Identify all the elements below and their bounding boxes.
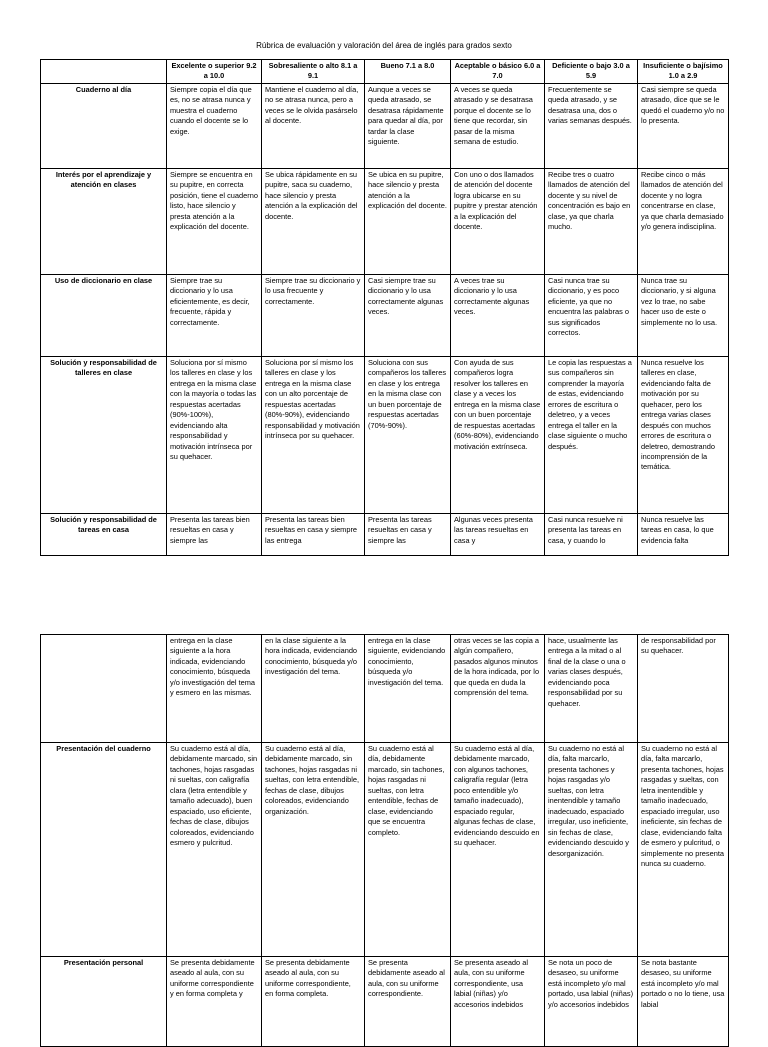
table-cell: Presenta las tareas bien resueltas en casa y siempre las bbox=[167, 513, 262, 555]
table-cell: Soluciona con sus compañeros los talleres en clase y los entrega en la misma clase con un buen porcentaje de respuestas acertadas (70%-90%). bbox=[365, 356, 451, 513]
table-cell: Su cuaderno no está al día, falta marcarlo, presenta tachones, hojas rasgadas y sueltas, con letra inentendible y tamaño inadecuado, espaciado irregular, uso ineficiente, sin fechas de clase, evidenciando falta de esmero y pulcritud, o simplemente no presenta nunca su cuaderno. bbox=[638, 743, 729, 957]
table-cell: Se presenta aseado al aula, con su uniforme correspondiente, usa labial (niñas) y/o accesorios indebidos bbox=[451, 957, 545, 1047]
criterion-cell bbox=[41, 635, 167, 743]
table-cell: otras veces se las copia a algún compañero, pasados algunos minutos de la hora indicada, por lo que queda en duda la comprensión del tema. bbox=[451, 635, 545, 743]
table-row bbox=[41, 513, 729, 555]
table-cell: Siempre se encuentra en su pupitre, en correcta posición, tiene el cuaderno listo, hace silencio y presta atención a la explicación del docente. bbox=[167, 168, 262, 274]
rubric-table-part-1 bbox=[40, 59, 729, 556]
table-cell: Nunca resuelve los talleres en clase, evidenciando falta de motivación por su quehacer, pero los entrega varias clases después con muchos errores de escritura o deletreo, demostrando incomprensión de la temática. bbox=[638, 356, 729, 513]
table-cell: Se presenta debidamente aseado al aula, con su uniforme correspondiente. bbox=[365, 957, 451, 1047]
criterion-cell: Presentación del cuaderno bbox=[41, 743, 167, 957]
criterion-cell: Solución y responsabilidad de talleres en clase bbox=[41, 356, 167, 513]
table-cell: Se nota un poco de desaseo, su uniforme está incompleto y/o mal portado, usa labial (niñas) y/o accesorios indebidos bbox=[545, 957, 638, 1047]
table-cell: Siempre trae su diccionario y lo usa eficientemente, es decir, frecuente, rápida y correctamente. bbox=[167, 274, 262, 356]
table-row bbox=[41, 83, 729, 168]
header-insuficiente: Insuficiente o bajísimo 1.0 a 2.9 bbox=[638, 60, 729, 84]
table-cell: Soluciona por sí mismo los talleres en clase y los entrega en la misma clase con la mayoría o todas las respuestas acertadas (90%-100%), evidenciando alta responsabilidad y motivación intrínseca por su quehacer. bbox=[167, 356, 262, 513]
table-row bbox=[41, 635, 729, 743]
table-cell: Mantiene el cuaderno al día, no se atrasa nunca, pero a veces se le olvida pasárselo al docente. bbox=[262, 83, 365, 168]
table-cell: Nunca trae su diccionario, y si alguna vez lo trae, no sabe hacer uso de este o simplemente no lo usa. bbox=[638, 274, 729, 356]
rubric-table-part-2 bbox=[40, 634, 729, 1047]
header-aceptable: Aceptable o básico 6.0 a 7.0 bbox=[451, 60, 545, 84]
table-cell: en la clase siguiente a la hora indicada, evidenciando conocimiento, búsqueda y/o investigación del tema. bbox=[262, 635, 365, 743]
table-cell: Casi siempre trae su diccionario y lo usa correctamente algunas veces. bbox=[365, 274, 451, 356]
table-cell: Se ubica en su pupitre, hace silencio y presta atención a la explicación del docente. bbox=[365, 168, 451, 274]
table-row bbox=[41, 356, 729, 513]
header-row bbox=[41, 60, 729, 84]
table-cell: Se ubica rápidamente en su pupitre, saca su cuaderno, hace silencio y presta atención a la explicación del docente. bbox=[262, 168, 365, 274]
table-cell: Su cuaderno no está al día, falta marcarlo, presenta tachones y hojas rasgadas y/o sueltas, con letra inentendible y tamaño inadecuado, espaciado irregular, uso ineficiente, sin fechas de clase, evidenciando descuido y desorganización. bbox=[545, 743, 638, 957]
document-title: Rúbrica de evaluación y valoración del área de inglés para grados sexto bbox=[256, 41, 512, 50]
table-cell: Se presenta debidamente aseado al aula, con su uniforme correspondiente, en forma completa. bbox=[262, 957, 365, 1047]
table-cell: Siempre trae su diccionario y lo usa frecuente y correctamente. bbox=[262, 274, 365, 356]
table-cell: hace, usualmente las entrega a la mitad o al final de la clase o una o varias clases después, evidenciando poca responsabilidad por su quehacer. bbox=[545, 635, 638, 743]
table-cell: Siempre copia el día que es, no se atrasa nunca y muestra el cuaderno cuando el docente se lo exige. bbox=[167, 83, 262, 168]
criterion-cell: Solución y responsabilidad de tareas en casa bbox=[41, 513, 167, 555]
criterion-cell: Presentación personal bbox=[41, 957, 167, 1047]
table-cell: Su cuaderno está al día, debidamente marcado, sin tachones, hojas rasgadas ni sueltas, con letra entendible, fechas de clase, dibujos coloreados, evidenciando organización. bbox=[262, 743, 365, 957]
table-cell: Recibe cinco o más llamados de atención del docente y no logra concentrarse en clase, ya que charla demasiado y/o genera indisciplina. bbox=[638, 168, 729, 274]
table-cell: Con uno o dos llamados de atención del docente logra ubicarse en su pupitre y prestar atención a la explicación del docente. bbox=[451, 168, 545, 274]
criterion-cell: Cuaderno al día bbox=[41, 83, 167, 168]
table-cell: entrega en la clase siguiente a la hora indicada, evidenciando conocimiento, búsqueda y/o investigación del tema y esmero en las mismas. bbox=[167, 635, 262, 743]
table-cell: Soluciona por sí mismo los talleres en clase y los entrega en la misma clase con un alto porcentaje de respuestas acertadas (80%-90%), evidenciando responsabilidad y motivación intrínseca por su quehacer. bbox=[262, 356, 365, 513]
table-cell: Con ayuda de sus compañeros logra resolver los talleres en clase y a veces los entrega en la misma clase con un buen porcentaje de respuestas acertadas (60%-80%), evidenciando motivación extrínseca. bbox=[451, 356, 545, 513]
table-cell: Frecuentemente se queda atrasado, y se desatrasa una, dos o varias semanas después. bbox=[545, 83, 638, 168]
table-row bbox=[41, 957, 729, 1047]
table-cell: Algunas veces presenta las tareas resueltas en casa y bbox=[451, 513, 545, 555]
criterion-cell: Interés por el aprendizaje y atención en clases bbox=[41, 168, 167, 274]
table-cell: Casi nunca trae su diccionario, y es poco eficiente, ya que no encuentra las palabras o sus significados correctos. bbox=[545, 274, 638, 356]
table-cell: Casi nunca resuelve ni presenta las tareas en casa, y cuando lo bbox=[545, 513, 638, 555]
header-bueno: Bueno 7.1 a 8.0 bbox=[365, 60, 451, 84]
table-cell: Nunca resuelve las tareas en casa, lo que evidencia falta bbox=[638, 513, 729, 555]
table-cell: Su cuaderno está al día, debidamente marcado, con algunos tachones, caligrafía regular (letra poco entendible y/o tamaño inadecuado), espaciado regular, algunas fechas de clase, evidenciando descuido en su quehacer. bbox=[451, 743, 545, 957]
table-cell: Presenta las tareas bien resueltas en casa y siempre las entrega bbox=[262, 513, 365, 555]
table-cell: Casi siempre se queda atrasado, dice que se le quedó el cuaderno y/o no lo presenta. bbox=[638, 83, 729, 168]
table-row bbox=[41, 168, 729, 274]
table-cell: A veces se queda atrasado y se desatrasa porque el docente se lo tiene que recordar, sin pasar de la misma semana de estudio. bbox=[451, 83, 545, 168]
criterion-cell: Uso de diccionario en clase bbox=[41, 274, 167, 356]
table-cell: Su cuaderno está al día, debidamente marcado, sin tachones, hojas rasgadas ni sueltas, con letra entendible, fechas de clase, evidenciando que se encuentra completo. bbox=[365, 743, 451, 957]
table-cell: Le copia las respuestas a sus compañeros sin comprender la mayoría de estas, evidenciando errores de escritura o deletreo, y a veces entrega el taller en la clase siguiente o mucho después. bbox=[545, 356, 638, 513]
table-cell: Se presenta debidamente aseado al aula, con su uniforme correspondiente y en forma completa y bbox=[167, 957, 262, 1047]
table-cell: Su cuaderno está al día, debidamente marcado, sin tachones, hojas rasgadas ni sueltas, con caligrafía clara (letra entendible y tamaño adecuado), buen espaciado, uso eficiente, fechas de clase, dibujos coloreados, evidenciando esmero y pulcritud. bbox=[167, 743, 262, 957]
table-cell: A veces trae su diccionario y lo usa correctamente algunas veces. bbox=[451, 274, 545, 356]
header-criterion bbox=[41, 60, 167, 84]
table-row bbox=[41, 274, 729, 356]
header-sobresaliente: Sobresaliente o alto 8.1 a 9.1 bbox=[262, 60, 365, 84]
table-cell: Recibe tres o cuatro llamados de atención del docente y su nivel de concentración es bajo en clase, ya que charla mucho. bbox=[545, 168, 638, 274]
header-excelente: Excelente o superior 9.2 a 10.0 bbox=[167, 60, 262, 84]
header-deficiente: Deficiente o bajo 3.0 a 5.9 bbox=[545, 60, 638, 84]
table-cell: entrega en la clase siguiente, evidenciando conocimiento, búsqueda y/o investigación del tema. bbox=[365, 635, 451, 743]
table-cell: de responsabilidad por su quehacer. bbox=[638, 635, 729, 743]
table-cell: Aunque a veces se queda atrasado, se desatrasa rápidamente para quedar al día, por tardar la clase siguiente. bbox=[365, 83, 451, 168]
table-cell: Se nota bastante desaseo, su uniforme está incompleto y/o mal portado o no lo tiene, usa labial bbox=[638, 957, 729, 1047]
table-cell: Presenta las tareas resueltas en casa y siempre las bbox=[365, 513, 451, 555]
table-row bbox=[41, 743, 729, 957]
